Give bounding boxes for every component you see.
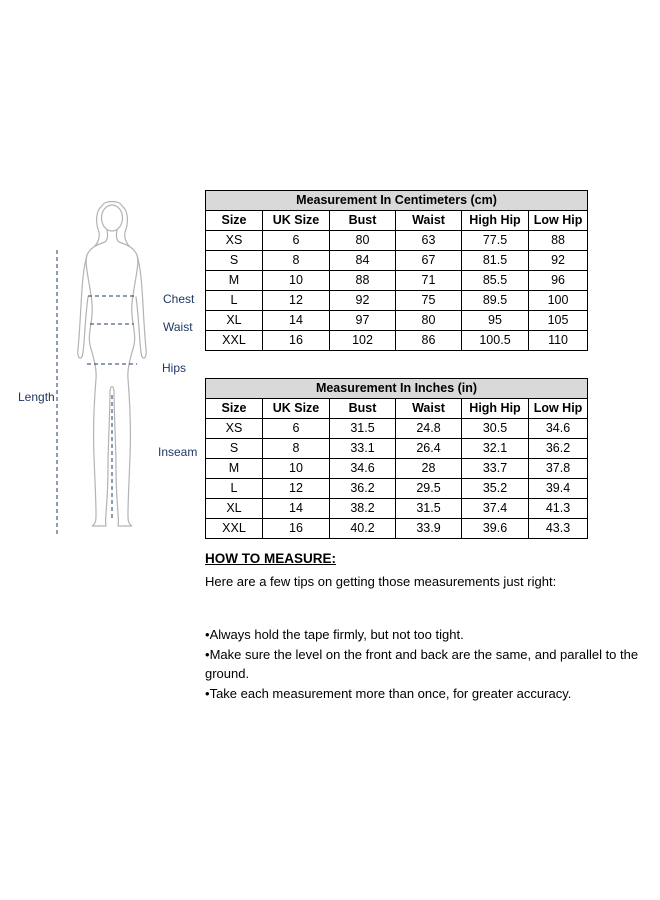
table-cell: 16 <box>263 331 330 351</box>
table-cell: 31.5 <box>396 499 462 519</box>
length-label: Length <box>18 390 55 404</box>
table-cell: 41.3 <box>529 499 588 519</box>
measuring-tip: • Take each measurement more than once, for greater accuracy. <box>205 684 650 704</box>
table-cell: 28 <box>396 459 462 479</box>
column-header: Low Hip <box>529 399 588 419</box>
table-title: Measurement In Centimeters (cm) <box>206 191 588 211</box>
table-cell: 84 <box>330 251 396 271</box>
table-row <box>206 499 588 519</box>
table-cell: 95 <box>462 311 529 331</box>
table-cell: 31.5 <box>330 419 396 439</box>
table-cell: 100 <box>529 291 588 311</box>
column-header: Size <box>206 399 263 419</box>
table-cell: 16 <box>263 519 330 539</box>
table-cell: S <box>206 439 263 459</box>
table-row <box>206 311 588 331</box>
table-row <box>206 251 588 271</box>
column-header: High Hip <box>462 399 529 419</box>
table-cell: 86 <box>396 331 462 351</box>
table-cell: 14 <box>263 499 330 519</box>
table-cell: 26.4 <box>396 439 462 459</box>
table-row <box>206 519 588 539</box>
column-header: UK Size <box>263 399 330 419</box>
table-cell: 81.5 <box>462 251 529 271</box>
table-cell: 10 <box>263 459 330 479</box>
column-header: Waist <box>396 399 462 419</box>
table-cell: 105 <box>529 311 588 331</box>
measuring-tips-list <box>205 625 650 703</box>
table-cell: XL <box>206 499 263 519</box>
table-cell: 75 <box>396 291 462 311</box>
table-cell: S <box>206 251 263 271</box>
table-cell: 6 <box>263 231 330 251</box>
table-cell: 88 <box>330 271 396 291</box>
table-cell: 36.2 <box>330 479 396 499</box>
hips-label: Hips <box>162 361 187 375</box>
table-row <box>206 331 588 351</box>
measuring-tip: • Always hold the tape firmly, but not too tight. <box>205 625 650 645</box>
table-cell: 92 <box>330 291 396 311</box>
table-cell: 63 <box>396 231 462 251</box>
table-cell: 77.5 <box>462 231 529 251</box>
table-cell: 8 <box>263 439 330 459</box>
table-row <box>206 231 588 251</box>
table-cell: 38.2 <box>330 499 396 519</box>
table-cell: 33.7 <box>462 459 529 479</box>
body-silhouette-illustration <box>50 195 170 540</box>
measuring-tip: • Make sure the level on the front and back are the same, and parallel to the ground. <box>205 645 650 684</box>
table-cell: 67 <box>396 251 462 271</box>
chest-label: Chest <box>163 292 195 306</box>
table-cell: 96 <box>529 271 588 291</box>
table-cell: L <box>206 291 263 311</box>
table-row <box>206 291 588 311</box>
table-cell: 100.5 <box>462 331 529 351</box>
table-row <box>206 419 588 439</box>
waist-label: Waist <box>163 320 193 334</box>
table-cell: 32.1 <box>462 439 529 459</box>
table-cell: 110 <box>529 331 588 351</box>
table-row <box>206 271 588 291</box>
table-cell: 40.2 <box>330 519 396 539</box>
table-cell: 12 <box>263 479 330 499</box>
table-cell: 102 <box>330 331 396 351</box>
table-row <box>206 479 588 499</box>
table-cell: L <box>206 479 263 499</box>
table-cell: 6 <box>263 419 330 439</box>
table-cell: XL <box>206 311 263 331</box>
table-cell: 8 <box>263 251 330 271</box>
centimeters-size-table <box>205 190 588 351</box>
table-title: Measurement In Inches (in) <box>206 379 588 399</box>
table-cell: XS <box>206 419 263 439</box>
table-cell: 29.5 <box>396 479 462 499</box>
table-cell: 39.4 <box>529 479 588 499</box>
table-cell: 24.8 <box>396 419 462 439</box>
table-cell: 37.8 <box>529 459 588 479</box>
column-header: Size <box>206 211 263 231</box>
column-header: High Hip <box>462 211 529 231</box>
table-cell: XXL <box>206 331 263 351</box>
table-row <box>206 459 588 479</box>
table-cell: 36.2 <box>529 439 588 459</box>
table-cell: 10 <box>263 271 330 291</box>
table-cell: M <box>206 271 263 291</box>
how-to-measure-intro: Here are a few tips on getting those measurements just right: <box>205 574 557 589</box>
table-cell: 37.4 <box>462 499 529 519</box>
table-cell: 43.3 <box>529 519 588 539</box>
column-header: Low Hip <box>529 211 588 231</box>
table-cell: 80 <box>396 311 462 331</box>
table-cell: 39.6 <box>462 519 529 539</box>
table-cell: 89.5 <box>462 291 529 311</box>
inches-size-table <box>205 378 588 539</box>
table-row <box>206 439 588 459</box>
how-to-measure-title: HOW TO MEASURE: <box>205 551 336 566</box>
how-to-measure-section <box>205 551 650 703</box>
column-header: Bust <box>330 399 396 419</box>
table-cell: XXL <box>206 519 263 539</box>
table-cell: 71 <box>396 271 462 291</box>
table-cell: 35.2 <box>462 479 529 499</box>
column-header: UK Size <box>263 211 330 231</box>
table-cell: 33.9 <box>396 519 462 539</box>
table-cell: 14 <box>263 311 330 331</box>
table-cell: 97 <box>330 311 396 331</box>
table-cell: 88 <box>529 231 588 251</box>
table-cell: 34.6 <box>330 459 396 479</box>
column-header: Waist <box>396 211 462 231</box>
table-cell: 33.1 <box>330 439 396 459</box>
table-cell: 30.5 <box>462 419 529 439</box>
table-cell: 12 <box>263 291 330 311</box>
table-cell: 80 <box>330 231 396 251</box>
table-cell: XS <box>206 231 263 251</box>
table-cell: 85.5 <box>462 271 529 291</box>
column-header: Bust <box>330 211 396 231</box>
table-cell: 34.6 <box>529 419 588 439</box>
table-cell: 92 <box>529 251 588 271</box>
inseam-label: Inseam <box>158 445 198 459</box>
table-cell: M <box>206 459 263 479</box>
